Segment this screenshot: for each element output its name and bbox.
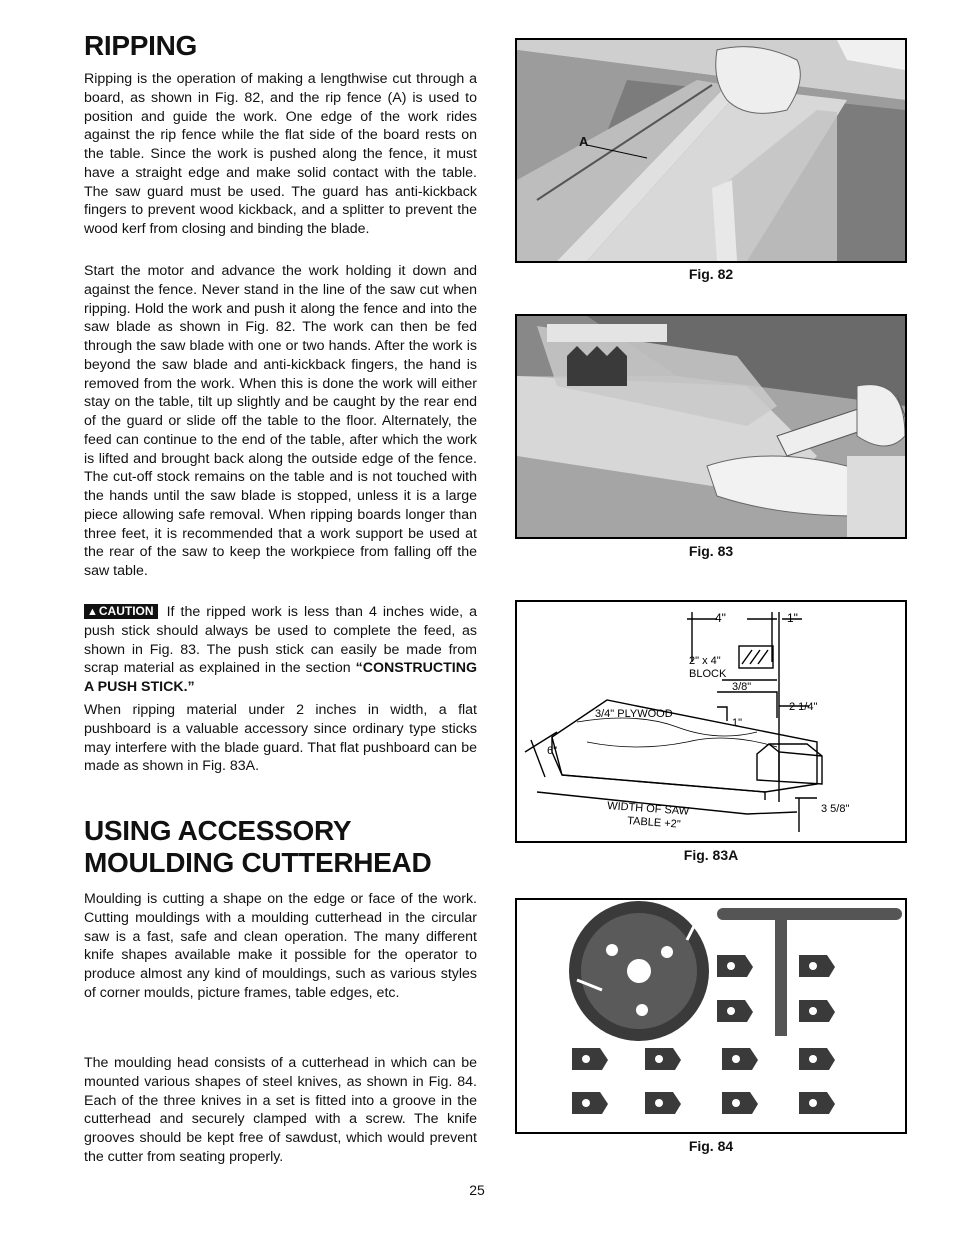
fig83a-dim-214: 2 1/4" bbox=[789, 701, 818, 713]
moulding-paragraph-2: The moulding head consists of a cutterhead in which can be mounted various shapes of steel knives, as shown in Fig. 84. Each of the three knives in a set is fitted into a groove in the cutterhead and securely clamped with a screw. The knife grooves should be kept free of sawdust, which would prevent the cutter from seating properly. bbox=[84, 1055, 477, 1165]
fig83a-caption: Fig. 83A bbox=[683, 847, 739, 863]
section-title-ripping: RIPPING bbox=[84, 30, 198, 61]
caution-reference: “CONSTRUCTING A PUSH STICK.” bbox=[84, 660, 477, 695]
figure-84-photo bbox=[515, 898, 907, 1134]
fig83-caption: Fig. 83 bbox=[688, 543, 734, 559]
fig83a-dim-38: 3/8" bbox=[732, 681, 752, 693]
warning-icon: ▲ bbox=[87, 606, 98, 618]
fig83a-dim-358: 3 5/8" bbox=[821, 803, 850, 815]
ripping-paragraph-1: Ripping is the operation of making a lengthwise cut through a board, as shown in Fig. 82, and the rip fence (A) is used to position and guide the work. One edge of the work rides against the rip fence while the flat side of the board rests on the table. Since the work is pushed along the fence, it must have a straight edge and make solid contact with the table. The saw guard must be used. The guard has anti-kickback fingers to prevent wood kickback, and a splitter to prevent the wood kerf from closing and binding the blade. bbox=[84, 71, 477, 237]
moulding-paragraph-1: Moulding is cutting a shape on the edge or face of the work. Cutting mouldings with a moulding cutterhead in the circular saw is a fast, safe and clean operation. The many different knife shapes available make it possible for the operator to produce almost any kind of mouldings, such as various styles of corner moulds, picture frames, table edges, etc. bbox=[84, 891, 477, 1001]
fig83a-dim-4: 4" bbox=[715, 611, 726, 625]
fig83a-block-word: BLOCK bbox=[689, 668, 727, 680]
fig83a-block-size: 2" x 4" bbox=[689, 655, 721, 667]
fig83a-dim-1b: 1" bbox=[732, 717, 743, 729]
fig83a-dim-1: 1" bbox=[787, 611, 798, 625]
ripping-paragraph-4: When ripping material under 2 inches in width, a flat pushboard is a valuable accessory since ordinary type sticks may interfere with the blade guard. That flat pushboard can be made as shown in Fig. 83A. bbox=[84, 702, 477, 775]
figure-83a-drawing bbox=[515, 600, 907, 843]
caution-badge bbox=[84, 604, 158, 619]
fig83a-dim-6: 6" bbox=[547, 745, 558, 757]
fig83a-width-line1: WIDTH OF SAW bbox=[606, 800, 690, 818]
figure-82-photo bbox=[515, 38, 907, 263]
fig83a-plywood: 3/4" PLYWOOD bbox=[595, 708, 673, 720]
fig84-caption: Fig. 84 bbox=[688, 1138, 734, 1154]
fig83a-width-line2: TABLE +2" bbox=[626, 815, 682, 831]
page-number: 25 bbox=[469, 1182, 485, 1198]
figure-83-photo bbox=[515, 314, 907, 539]
caution-label: CAUTION bbox=[98, 604, 154, 618]
caution-paragraph bbox=[84, 603, 477, 697]
ripping-paragraph-2: Start the motor and advance the work holding it down and against the fence. Never stand in the line of the saw cut when ripping. Hold the work and push it along the fence and into the saw blade as shown in Fig. 82. The work can then be fed through the saw blade with one or two hands. After the work is beyond the saw blade and anti-kickback fingers, the hand is removed from the work. When this is done the work will either stay on the table, tilt up slightly and be caught by the rear end of the guard or slide off the table to the floor. Alternately, the feed can continue to the end of the table, after which the work is lifted and brought back along the outside edge of the fence. The cut-off stock remains on the table and is not touched with the hands until the saw blade is stopped, unless it is a large piece allowing safe removal. When ripping boards longer than three feet, it is recommended that a work support be used at the rear of the saw to keep the workpiece from falling off the saw table. bbox=[84, 263, 477, 579]
fig82-label-a: A bbox=[579, 134, 589, 149]
caution-text: If the ripped work is less than 4 inches wide, a push stick should always be used to complete the feed, as shown in Fig. 83. The push stick can easily be made from scrap material as explained in the section bbox=[84, 604, 477, 677]
fig82-caption: Fig. 82 bbox=[688, 266, 734, 282]
section-title-moulding: USING ACCESSORY MOULDING CUTTERHEAD bbox=[84, 815, 432, 878]
